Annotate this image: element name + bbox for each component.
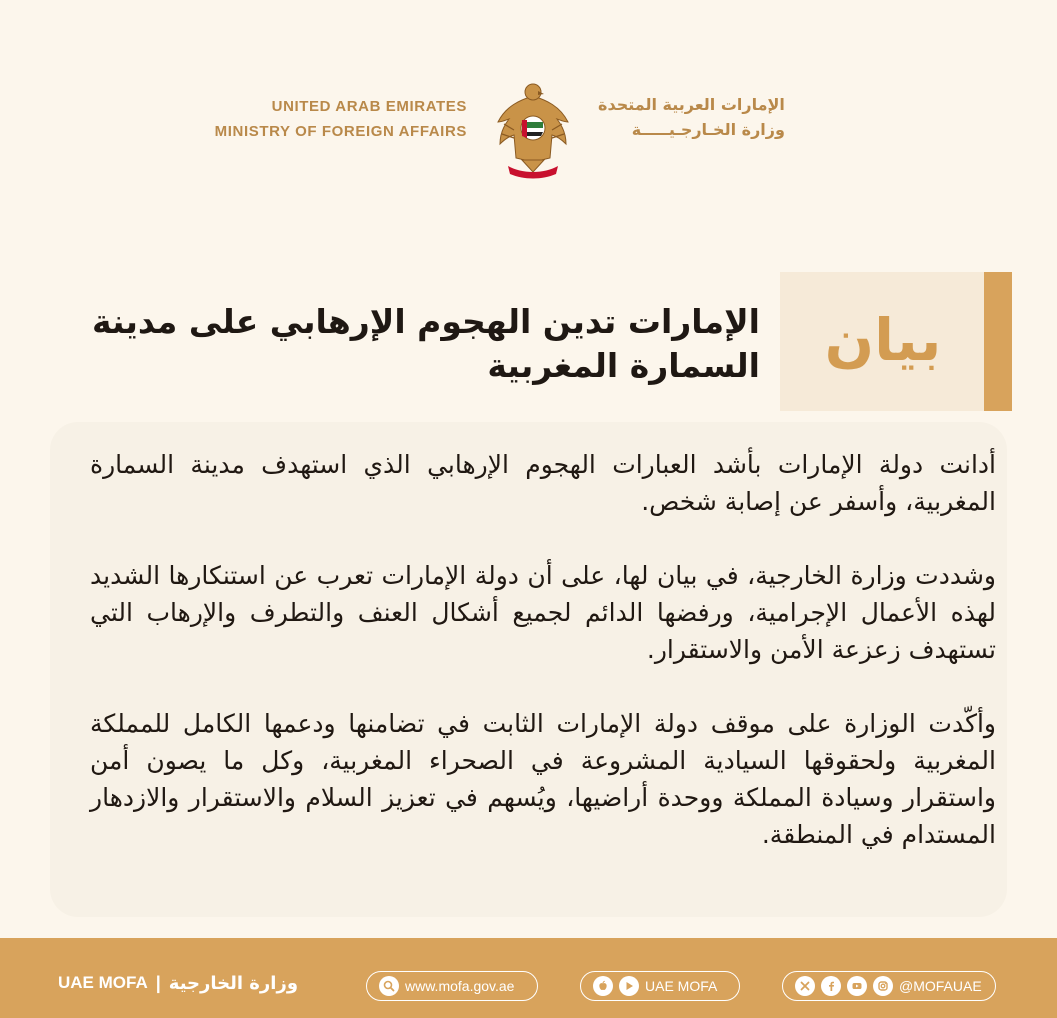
statement-title: الإمارات تدين الهجوم الإرهابي على مدينة السمارة المغربية xyxy=(91,302,760,385)
statement-accent-bar xyxy=(984,272,1012,411)
uae-emblem-icon xyxy=(492,78,574,180)
statement-label: بيان xyxy=(824,306,942,374)
ministry-en-line1: UNITED ARAB EMIRATES xyxy=(271,98,467,115)
website-url: www.mofa.gov.ae xyxy=(405,978,515,994)
ministry-en-line2: MINISTRY OF FOREIGN AFFAIRS xyxy=(214,123,467,140)
ministry-ar-line1: الإمارات العربية المتحدة xyxy=(598,95,785,114)
social-links[interactable] xyxy=(782,971,996,1001)
footer-brand-separator: | xyxy=(155,972,161,993)
apple-icon xyxy=(593,976,613,996)
footer-brand-english: UAE MOFA xyxy=(58,973,148,992)
x-icon[interactable] xyxy=(795,976,815,996)
youtube-icon[interactable] xyxy=(847,976,867,996)
app-link[interactable] xyxy=(580,971,740,1001)
body-paragraph: وشددت وزارة الخارجية، في بيان لها، على أن دولة الإمارات تعرب عن استنكارها الشديد لهذه الأعمال الإجرامية، ورفضها الدائم لجميع أشكال العنف والتطرف والإرهاب التي تستهدف زعزعة الأمن والاستقرار. xyxy=(90,561,996,664)
search-icon xyxy=(379,976,399,996)
facebook-icon[interactable] xyxy=(821,976,841,996)
play-store-icon xyxy=(619,976,639,996)
social-handle: @MOFAUAE xyxy=(899,978,982,994)
ministry-name-arabic xyxy=(598,92,785,142)
app-name: UAE MOFA xyxy=(645,978,718,994)
body-paragraph: وأكّدت الوزارة على موقف دولة الإمارات الثابت في تضامنها ودعمها الكامل للمملكة المغربية ولحقوقها السيادية المشروعة في الصحراء المغربية، وكل ما يصون أمن واستقرار وسيادة المملكة ووحدة أراضيها، ويُسهم في تعزيز السلام والاستقرار والازدهار المستدام في المنطقة. xyxy=(90,709,996,849)
footer-bar xyxy=(0,938,1057,1018)
ministry-ar-line2: وزارة الخـارجـيـــــة xyxy=(631,120,785,139)
body-paragraph: أدانت دولة الإمارات بأشد العبارات الهجوم الإرهابي الذي استهدف مدينة السمارة المغربية، وأسفر عن إصابة شخص. xyxy=(90,450,996,516)
ministry-name-english xyxy=(215,94,467,144)
statement-body xyxy=(90,446,996,853)
footer-brand-arabic: وزارة الخارجية xyxy=(168,972,299,994)
ministry-header xyxy=(0,78,1057,188)
website-link[interactable] xyxy=(366,971,538,1001)
footer-brand xyxy=(58,968,298,998)
instagram-icon[interactable] xyxy=(873,976,893,996)
